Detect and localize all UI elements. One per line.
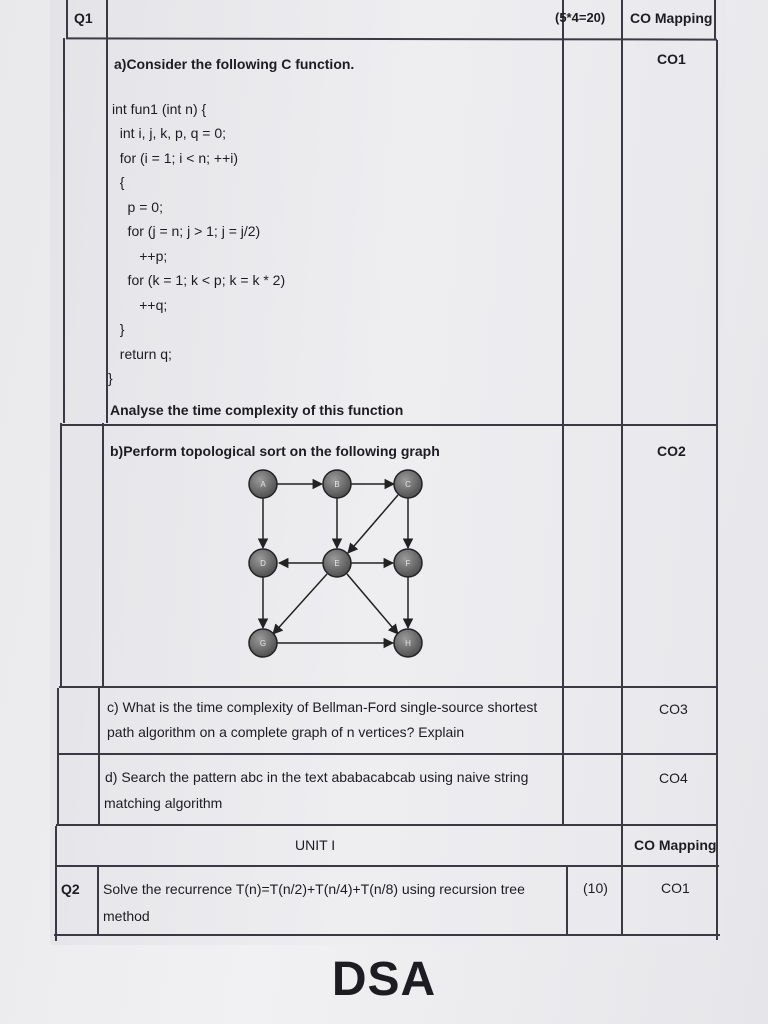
part-d-line1: d) Search the pattern abc in the text ababacabcab using naive string [105,769,529,785]
part-a-co: CO1 [657,51,686,67]
q2-co: CO1 [661,880,690,896]
part-b-co: CO2 [657,443,686,459]
node-label: H [405,639,411,648]
code-line: { [112,174,125,190]
part-c-line2: path algorithm on a complete graph of n vertices? Explain [107,724,465,740]
q2-line2: method [103,908,150,924]
part-d-line2: matching algorithm [104,795,223,811]
node-label: A [260,480,266,489]
node-label: G [259,639,267,648]
code-line: } [108,370,113,386]
q2-line1: Solve the recurrence T(n)=T(n/2)+T(n/4)+T(n/8) using recursion tree [103,881,525,897]
part-c-co: CO3 [659,701,688,717]
node-label: B [334,480,340,489]
code-line: return q; [112,346,172,362]
code-line: } [112,321,125,337]
q1-label: Q1 [74,10,93,26]
part-a-title: a)Consider the following C function. [114,56,355,72]
subject-title: DSA [331,953,437,1006]
co-mapping-header: CO Mapping [630,10,713,26]
edge-c-e [348,495,398,553]
marks-header: (5*4=20) [555,10,606,25]
node-label: F [405,559,411,568]
code-line: int i, j, k, p, q = 0; [112,125,226,141]
edge-e-g [273,574,327,634]
part-b-title: b)Perform topological sort on the following graph [110,443,440,459]
edge-e-h [347,574,398,634]
q2-label: Q2 [61,881,80,897]
code-line: for (j = n; j > 1; j = j/2) [112,223,261,239]
q2-marks: (10) [583,880,608,896]
code-line: ++q; [112,297,168,313]
code-line: for (i = 1; i < n; ++i) [112,150,239,166]
node-label: E [334,559,340,568]
unit-label: UNIT I [295,837,336,853]
code-line: ++p; [112,248,168,264]
code-line: for (k = 1; k < p; k = k * 2) [112,272,286,288]
part-d-co: CO4 [659,770,688,786]
unit-co-mapping: CO Mapping [634,837,717,853]
node-label: C [405,480,411,489]
code-line: p = 0; [112,199,163,215]
part-a-instruction: Analyse the time complexity of this function [110,402,404,418]
node-label: D [260,559,266,568]
part-c-line1: c) What is the time complexity of Bellman-Ford single-source shortest [107,699,538,715]
code-line: int fun1 (int n) { [112,101,207,117]
topological-graph [230,462,440,662]
